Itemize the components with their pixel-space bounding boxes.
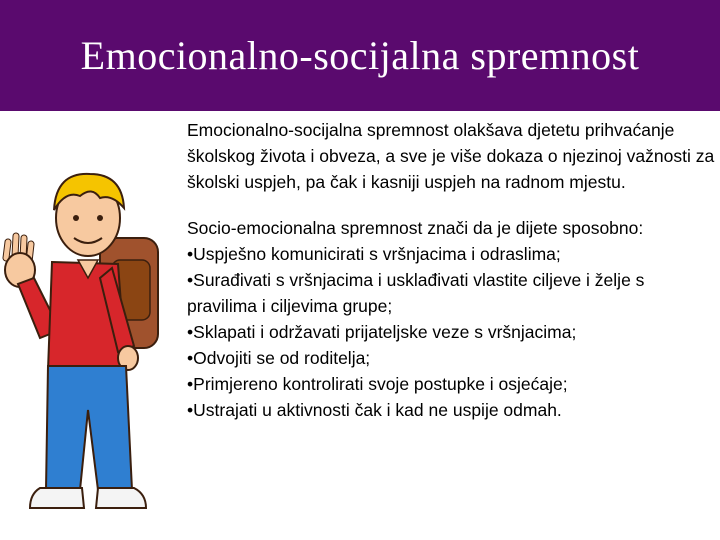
- list-item: • Surađivati s vršnjacima i usklađivati vlastite ciljeve i želje s pravilima i ciljevima grupe;: [187, 267, 715, 319]
- list-item: • Odvojiti se od roditelja;: [187, 345, 715, 371]
- title-bar: [0, 0, 720, 111]
- readiness-intro: Socio-emocionalna spremnost znači da je dijete sposobno:: [187, 218, 644, 238]
- list-item: • Sklapati i održavati prijateljske veze s vršnjacima;: [187, 319, 715, 345]
- readiness-list: [187, 241, 715, 423]
- schoolboy-drawing: [0, 160, 178, 535]
- list-item: • Ustrajati u aktivnosti čak i kad ne uspije odmah.: [187, 397, 715, 423]
- list-item: • Uspješno komunicirati s vršnjacima i odraslima;: [187, 241, 715, 267]
- schoolboy-illustration: [0, 160, 178, 535]
- list-item: • Primjereno kontrolirati svoje postupke i osjećaje;: [187, 371, 715, 397]
- intro-paragraph: Emocionalno-socijalna spremnost olakšava djetetu prihvaćanje školskog života i obveza, a sve je više dokaza o njezinoj važnosti za školski uspjeh, pa čak i kasniji uspjeh na radnom mjestu.: [187, 120, 715, 192]
- slide-title: Emocionalno-socijalna spremnost: [80, 33, 640, 78]
- slide-body: [187, 117, 715, 423]
